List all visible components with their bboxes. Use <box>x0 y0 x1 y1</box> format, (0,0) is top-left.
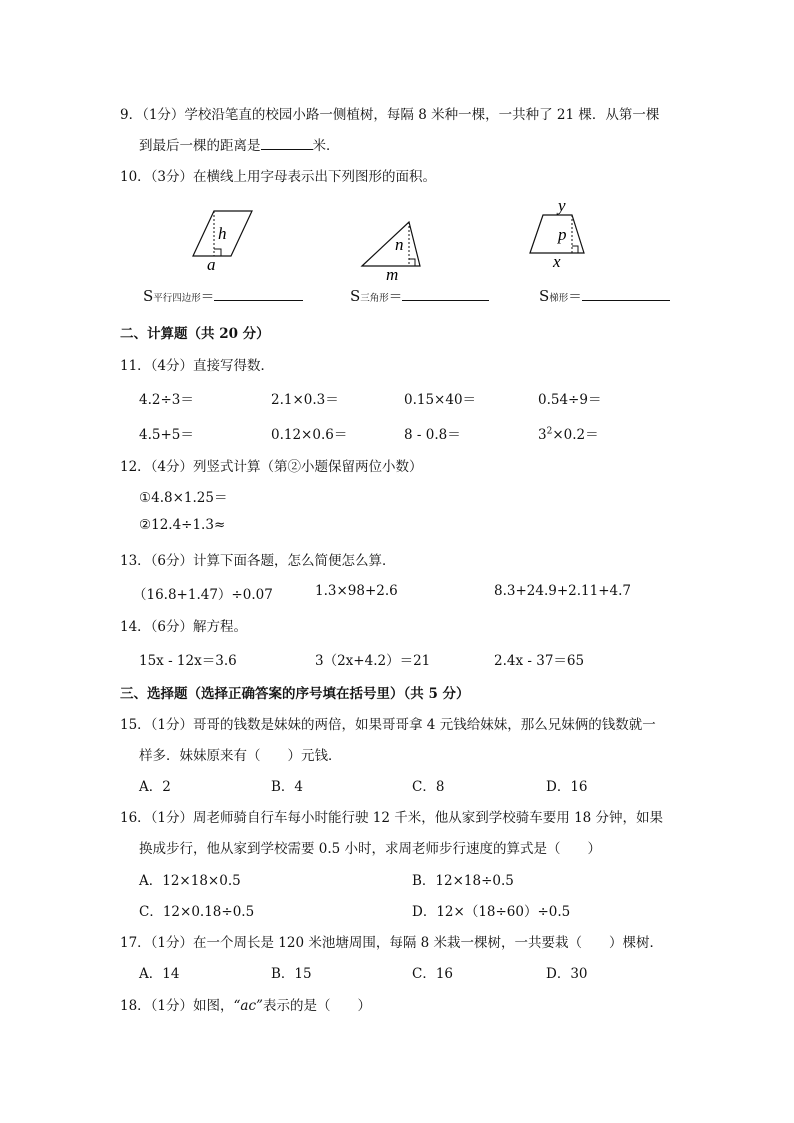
q14-item: 3（2x+4.2）＝21 <box>315 653 431 669</box>
q14-text: 14．（6分）解方程。 <box>120 619 248 635</box>
q17-text: 17．（1分）在一个周长是 120 米池塘周围，每隔 8 米栽一棵树，一共要栽（ ）棵树． <box>120 935 664 951</box>
triangle-answer-blank[interactable] <box>402 287 489 301</box>
trapezoid-area <box>539 285 670 305</box>
q11-text: 11．（4分）直接写得数． <box>120 358 275 374</box>
section2-title: 二、计算题（共 20 分） <box>120 326 270 342</box>
area-subscript: 三角形 <box>360 293 389 304</box>
trapezoid-answer-blank[interactable] <box>582 287 670 301</box>
trapezoid-top-label: y <box>558 196 566 215</box>
q13-item: （16.8+1.47）÷0.07 <box>133 587 273 603</box>
triangle-figure <box>362 222 420 284</box>
q17-option-c[interactable]: C．16 <box>412 966 454 982</box>
q9-line2-prefix: 到最后一棵的距离是 <box>139 138 261 154</box>
q12-text: 12．（4分）列竖式计算（第②小题保留两位小数） <box>120 459 423 475</box>
area-s-label: S <box>539 287 550 305</box>
q15-option-a[interactable]: A．2 <box>139 779 171 795</box>
q12-item: ②12.4÷1.3≈ <box>139 517 226 533</box>
q16-option-a[interactable]: A．12×18×0.5 <box>139 873 241 889</box>
q18-text <box>120 994 371 1014</box>
q10-text: 10．（3分）在横线上用字母表示出下列图形的面积。 <box>120 169 437 185</box>
q9-line1: 9．（1分）学校沿笔直的校园小路一侧植树，每隔 8 米种一棵，一共种了 21 棵．从第一棵 <box>120 107 660 123</box>
area-s-label: S <box>143 287 154 305</box>
area-subscript: 平行四边形 <box>153 293 201 304</box>
q9-line2-suffix: 米． <box>312 138 340 154</box>
power-rest: ×0.2＝ <box>552 427 599 443</box>
q13-item: 1.3×98+2.6 <box>315 583 398 599</box>
q17-option-a[interactable]: A．14 <box>139 966 180 982</box>
q11-item: 0.54÷9＝ <box>538 392 602 408</box>
q18-prefix: 18．（1分）如图， <box>120 998 234 1014</box>
power-base: 3 <box>538 427 547 443</box>
q11-item: 8 - 0.8＝ <box>404 427 461 443</box>
q11-item: 4.2÷3＝ <box>139 392 194 408</box>
equals-sign: ＝ <box>200 289 215 305</box>
power-exponent: 2 <box>546 426 553 437</box>
q16-option-b[interactable]: B．12×18÷0.5 <box>412 873 514 889</box>
q10-figures <box>0 0 794 320</box>
q14-item: 2.4x - 37＝65 <box>494 653 585 669</box>
q11-item: 2.1×0.3＝ <box>271 392 339 408</box>
q15-option-c[interactable]: C．8 <box>412 779 445 795</box>
q11-item-power <box>538 423 599 443</box>
q15-option-b[interactable]: B．4 <box>271 779 304 795</box>
q16-option-d[interactable]: D．12×（18÷60）÷0.5 <box>412 904 571 920</box>
trapezoid-height-label: p <box>558 225 567 244</box>
q15-line2: 样多．妹妹原来有（ ）元钱． <box>139 748 342 764</box>
trapezoid-figure <box>530 196 584 271</box>
parallelogram-figure <box>193 211 252 274</box>
triangle-base-label: m <box>386 265 399 284</box>
q13-text: 13．（6分）计算下面各题，怎么简便怎么算． <box>120 553 396 569</box>
q16-option-c[interactable]: C．12×0.18÷0.5 <box>139 904 255 920</box>
q11-item: 4.5+5＝ <box>139 427 194 443</box>
trapezoid-bottom-label: x <box>553 252 561 271</box>
q12-item: ①4.8×1.25＝ <box>139 490 228 506</box>
q18-variable: “ac” <box>233 998 263 1014</box>
q13-item: 8.3+24.9+2.11+4.7 <box>494 583 631 599</box>
parallelogram-base-label: a <box>207 255 216 274</box>
q17-option-d[interactable]: D．30 <box>546 966 588 982</box>
area-subscript: 梯形 <box>549 293 569 304</box>
q11-item: 0.12×0.6＝ <box>271 427 348 443</box>
q14-item: 15x - 12x＝3.6 <box>139 653 237 669</box>
q11-item: 0.15×40＝ <box>404 392 477 408</box>
parallelogram-answer-blank[interactable] <box>214 287 303 301</box>
parallelogram-area <box>143 285 303 305</box>
section3-title: 三、选择题（选择正确答案的序号填在括号里）（共 5 分） <box>120 686 470 702</box>
triangle-height-label: n <box>395 235 404 254</box>
q16-line1: 16．（1分）周老师骑自行车每小时能行驶 12 千米，他从家到学校骑车要用 18 分钟，如果 <box>120 810 664 826</box>
equals-sign: ＝ <box>568 289 582 305</box>
parallelogram-height-label: h <box>218 224 227 243</box>
q15-option-d[interactable]: D．16 <box>546 779 588 795</box>
equals-sign: ＝ <box>388 289 403 305</box>
q18-suffix: 表示的是（ ） <box>262 998 371 1014</box>
q15-line1: 15．（1分）哥哥的钱数是妹妹的两倍，如果哥哥拿 4 元钱给妹妹，那么兄妹俩的钱数就一 <box>120 717 656 733</box>
q16-line2: 换成步行，他从家到学校需要 0.5 小时，求周老师步行速度的算式是（ ） <box>139 841 602 857</box>
q17-option-b[interactable]: B．15 <box>271 966 312 982</box>
area-s-label: S <box>350 287 361 305</box>
triangle-area <box>350 285 489 305</box>
